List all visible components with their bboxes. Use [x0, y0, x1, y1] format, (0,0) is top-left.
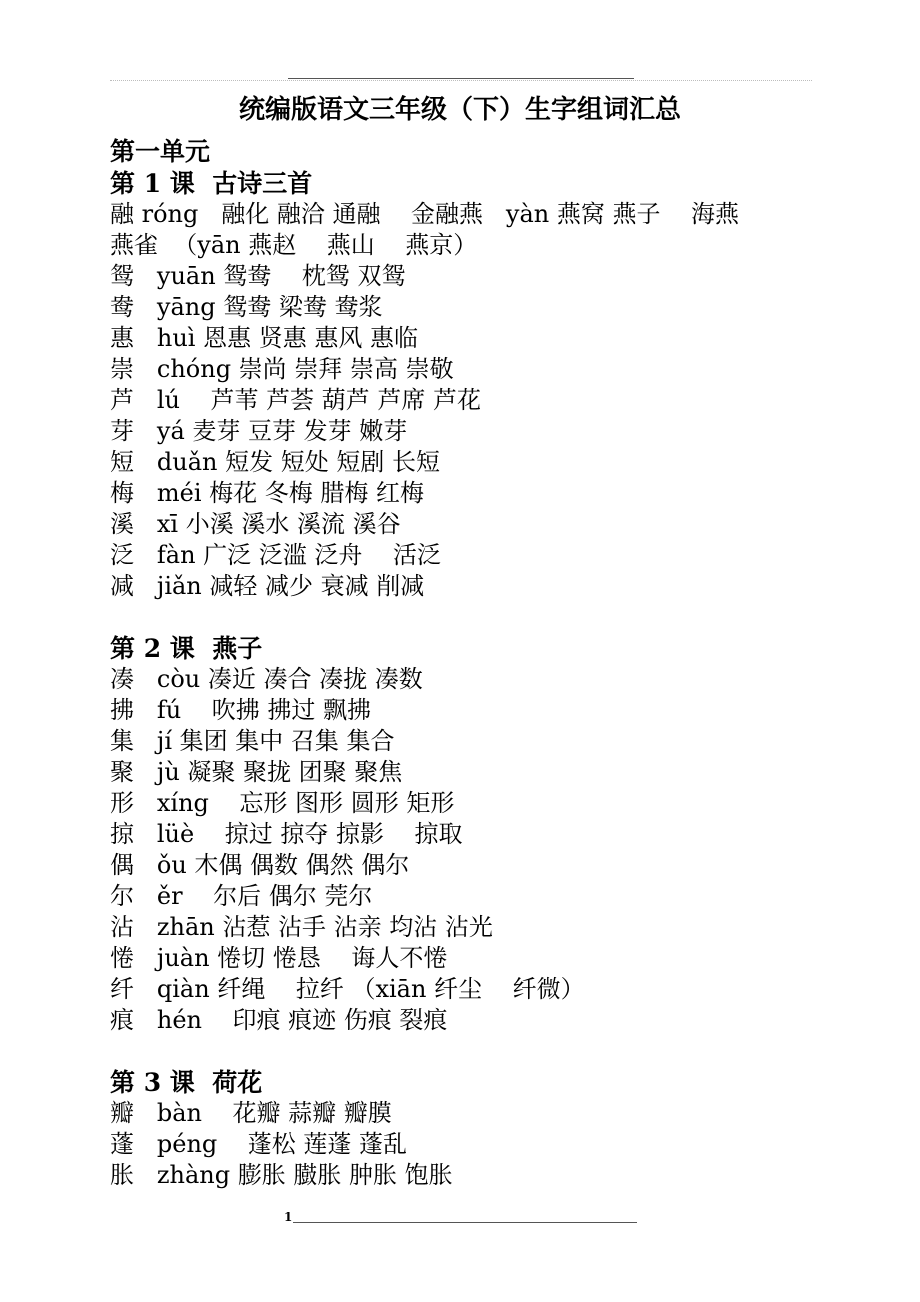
vocab-row: 短 duǎn 短发 短处 短剧 长短 — [110, 448, 440, 476]
vocab-row: 惓 juàn 惓切 惓恳 诲人不惓 — [110, 944, 448, 972]
vocab-row: 集 jí 集团 集中 召集 集合 — [110, 727, 395, 755]
vocab-row: 尔 ěr 尔后 偶尔 莞尔 — [110, 882, 373, 910]
vocab-row: 拂 fú 吹拂 拂过 飘拂 — [110, 696, 371, 724]
vocab-row: 蓬 péng 蓬松 莲蓬 蓬乱 — [110, 1130, 408, 1158]
vocab-row: 惠 huì 恩惠 贤惠 惠风 惠临 — [110, 324, 418, 352]
vocab-row: 偶 ǒu 木偶 偶数 偶然 偶尔 — [110, 851, 410, 879]
vocab-row: 崇 chóng 崇尚 崇拜 崇高 崇敬 — [110, 355, 454, 383]
vocab-row: 鸳 yuān 鸳鸯 枕鸳 双鸳 — [110, 262, 406, 290]
document-body — [110, 136, 830, 1191]
vocab-row: 鸯 yāng 鸳鸯 梁鸯 鸯浆 — [110, 293, 383, 321]
vocab-row: 聚 jù 凝聚 聚拢 团聚 聚焦 — [110, 758, 403, 786]
vocab-row: 溪 xī 小溪 溪水 溪流 溪谷 — [110, 510, 401, 538]
vocab-row: 纤 qiàn 纤绳 拉纤 （xiān 纤尘 纤微） — [110, 975, 585, 1003]
vocab-row: 梅 méi 梅花 冬梅 腊梅 红梅 — [110, 479, 425, 507]
lesson-heading: 第 2 课 燕子 — [110, 634, 263, 663]
vocab-row: 减 jiǎn 减轻 减少 衰减 削减 — [110, 572, 425, 600]
lesson-list — [110, 168, 830, 1191]
vocab-row: 泛 fàn 广泛 泛滥 泛舟 活泛 — [110, 541, 441, 569]
vocab-row: 凑 còu 凑近 凑合 凑拢 凑数 — [110, 665, 423, 693]
lesson-heading: 第 1 课 古诗三首 — [110, 169, 313, 198]
vocab-row: 芦 lú 芦苇 芦荟 葫芦 芦席 芦花 — [110, 386, 482, 414]
header-dotted-rule — [110, 80, 812, 81]
header-solid-rule — [288, 78, 634, 79]
vocab-row: 瓣 bàn 花瓣 蒜瓣 瓣膜 — [110, 1099, 392, 1127]
vocab-row: 形 xíng 忘形 图形 圆形 矩形 — [110, 789, 455, 817]
footer-rule — [293, 1222, 637, 1223]
vocab-row: 融 róng 融化 融洽 通融 金融燕 yàn 燕窝 燕子 海燕 — [110, 200, 740, 228]
unit-heading: 第一单元 — [110, 137, 211, 166]
vocab-row: 燕雀 （yān 燕赵 燕山 燕京） — [110, 231, 478, 259]
vocab-row: 芽 yá 麦芽 豆芽 发芽 嫩芽 — [110, 417, 408, 445]
page-number: 1 — [284, 1210, 293, 1224]
vocab-row: 痕 hén 印痕 痕迹 伤痕 裂痕 — [110, 1006, 448, 1034]
vocab-row: 胀 zhàng 膨胀 臌胀 肿胀 饱胀 — [110, 1161, 453, 1189]
vocab-row: 沾 zhān 沾惹 沾手 沾亲 均沾 沾光 — [110, 913, 493, 941]
vocab-row: 掠 lüè 掠过 掠夺 掠影 掠取 — [110, 820, 463, 848]
lesson-heading: 第 3 课 荷花 — [110, 1068, 263, 1097]
document-title: 统编版语文三年级（下）生字组词汇总 — [238, 95, 681, 125]
